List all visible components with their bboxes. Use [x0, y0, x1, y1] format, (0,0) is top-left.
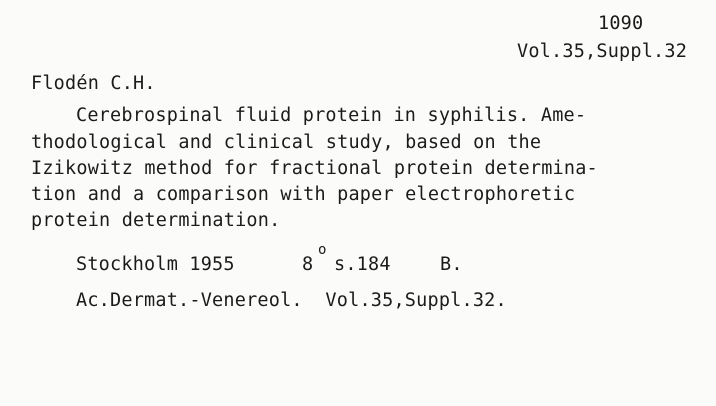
journal-reference: Ac.Dermat.-Venereol. Vol.35,Suppl.32. — [76, 290, 507, 311]
top-reference: Vol.35,Suppl.32 — [517, 41, 688, 62]
author-name: Flodén C.H. — [31, 73, 156, 94]
publication-place-year: Stockholm 1955 — [76, 254, 235, 275]
abstract-line-1: Cerebrospinal fluid protein in syphilis. Ame- — [76, 105, 587, 126]
format-number: 8 — [302, 254, 314, 275]
format-superscript: o — [318, 242, 327, 258]
page-count: s.184 — [334, 254, 391, 275]
abstract-line-3: Izikowitz method for fractional protein determina- — [31, 158, 598, 179]
abstract-line-2: thodological and clinical study, based on the — [31, 132, 542, 153]
abstract-line-4: tion and a comparison with paper electrophoretic — [31, 184, 576, 205]
publication-code: B. — [440, 254, 463, 275]
abstract-line-5: protein determination. — [31, 210, 281, 231]
card-number: 1090 — [598, 13, 644, 34]
